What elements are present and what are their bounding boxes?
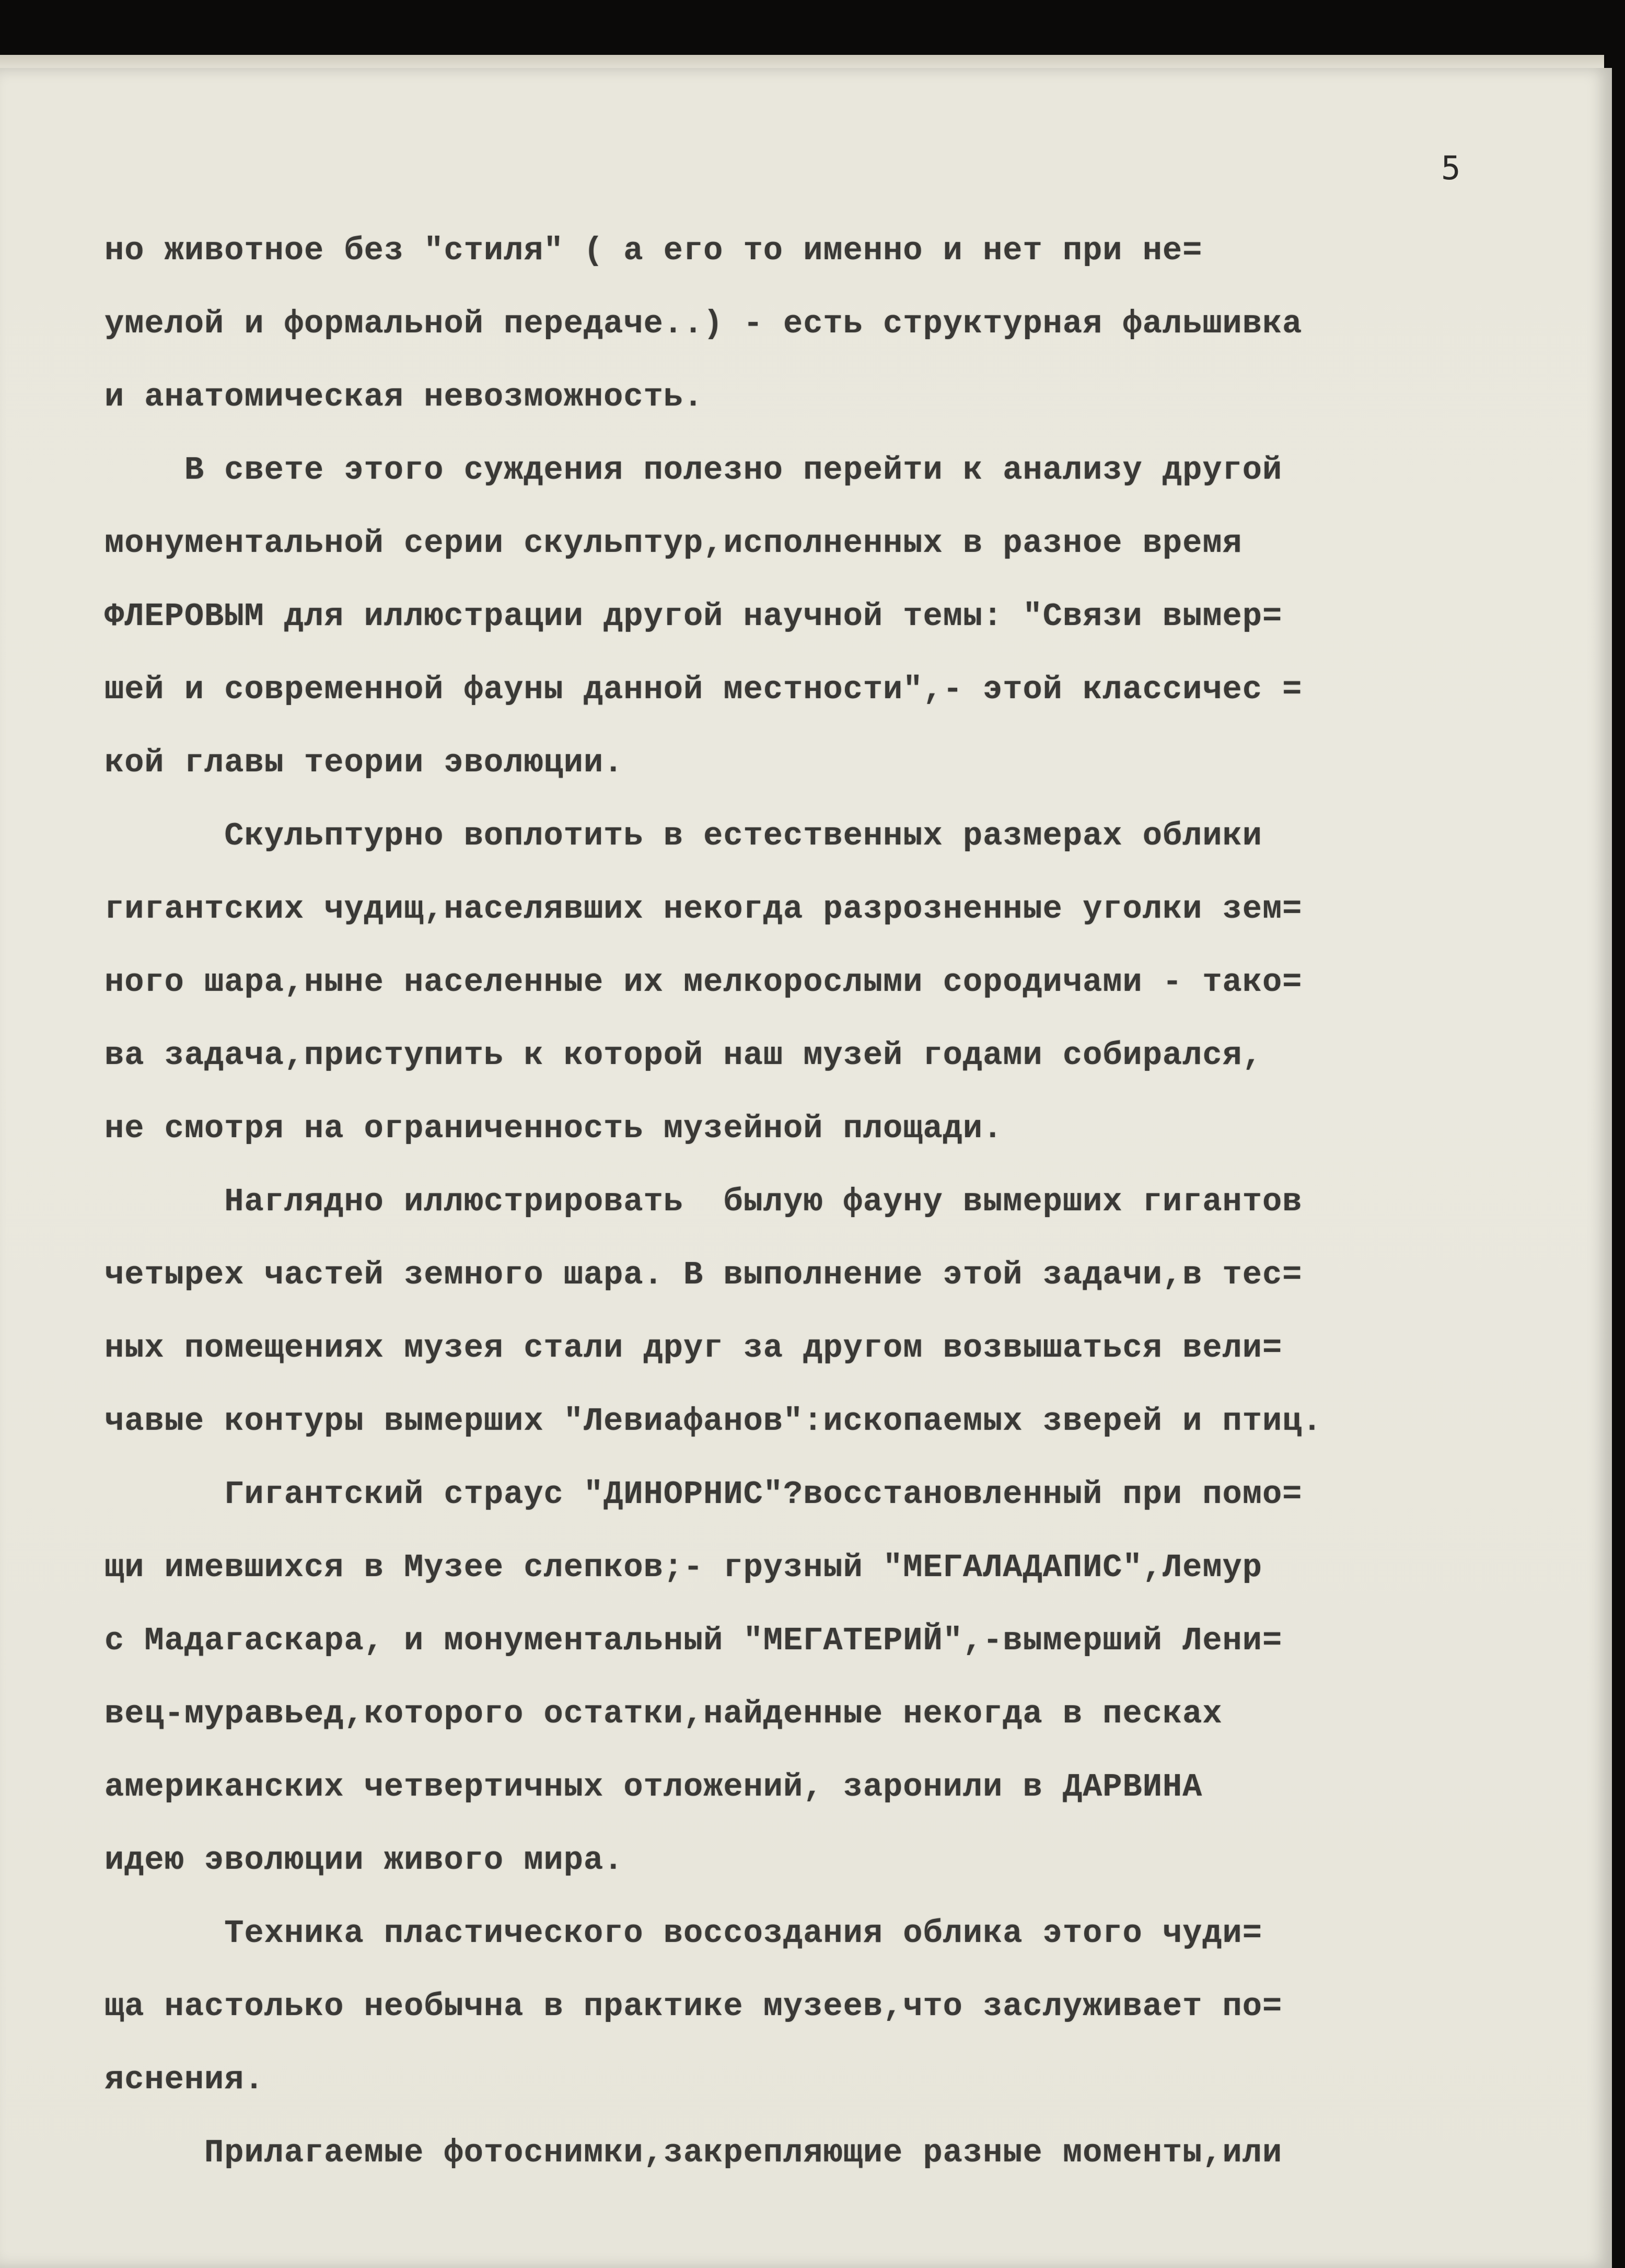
text-line: не смотря на ограниченность музейной площади. bbox=[105, 1110, 1003, 1147]
text-line: яснения. bbox=[105, 2061, 264, 2098]
text-line: щи имевшихся в Музее слепков;- грузный "МЕГАЛАДАПИС",Лемур bbox=[105, 1549, 1262, 1586]
typewritten-text bbox=[105, 214, 1526, 2190]
text-line: но животное без "стиля" ( а его то именно и нет при не= bbox=[105, 232, 1203, 269]
text-line: Прилагаемые фотоснимки,закрепляющие разные моменты,или bbox=[105, 2134, 1283, 2171]
text-line: Техника пластического воссоздания облика этого чуди= bbox=[105, 1915, 1262, 1952]
text-line: монументальной серии скульптур,исполненных в разное время bbox=[105, 525, 1243, 562]
text-line: шей и современной фауны данной местности",- этой классичес = bbox=[105, 671, 1303, 708]
text-line: чавые контуры вымерших "Левиафанов":ископаемых зверей и птиц. bbox=[105, 1403, 1322, 1440]
text-line: Гигантский страус "ДИНОРНИС"?восстановленный при помо= bbox=[105, 1476, 1303, 1513]
text-line: гигантских чудищ,населявших некогда разрозненные уголки зем= bbox=[105, 890, 1303, 928]
text-line: ФЛЕРОВЫМ для иллюстрации другой научной темы: "Связи вымер= bbox=[105, 598, 1283, 635]
text-line: умелой и формальной передаче..) - есть структурная фальшивка bbox=[105, 305, 1303, 342]
text-line: и анатомическая невозможность. bbox=[105, 378, 704, 415]
text-line: Скульптурно воплотить в естественных размерах облики bbox=[105, 817, 1262, 854]
text-line: с Мадагаскара, и монументальный "МЕГАТЕРИЙ",-вымерший Лени= bbox=[105, 1622, 1283, 1659]
text-line: вец-муравьед,которого остатки,найденные некогда в песках bbox=[105, 1695, 1223, 1732]
text-line: идею эволюции живого мира. bbox=[105, 1842, 624, 1879]
text-line: четырех частей земного шара. В выполнение этой задачи,в тес= bbox=[105, 1256, 1303, 1293]
text-line: американских четвертичных отложений, заронили в ДАРВИНА bbox=[105, 1768, 1203, 1806]
text-line: кой главы теории эволюции. bbox=[105, 744, 624, 781]
page-number: 5 bbox=[1441, 149, 1461, 187]
text-line: ва задача,приступить к которой наш музей годами собирался, bbox=[105, 1037, 1262, 1074]
text-line: ного шара,ныне населенные их мелкорослыми сородичами - тако= bbox=[105, 964, 1303, 1001]
text-line: ных помещениях музея стали друг за другом возвышаться вели= bbox=[105, 1329, 1283, 1367]
text-line: Наглядно иллюстрировать былую фауну вымерших гигантов bbox=[105, 1183, 1303, 1220]
text-line: ща настолько необычна в практике музеев,что заслуживает по= bbox=[105, 1988, 1283, 2025]
text-line: В свете этого суждения полезно перейти к анализу другой bbox=[105, 452, 1283, 489]
